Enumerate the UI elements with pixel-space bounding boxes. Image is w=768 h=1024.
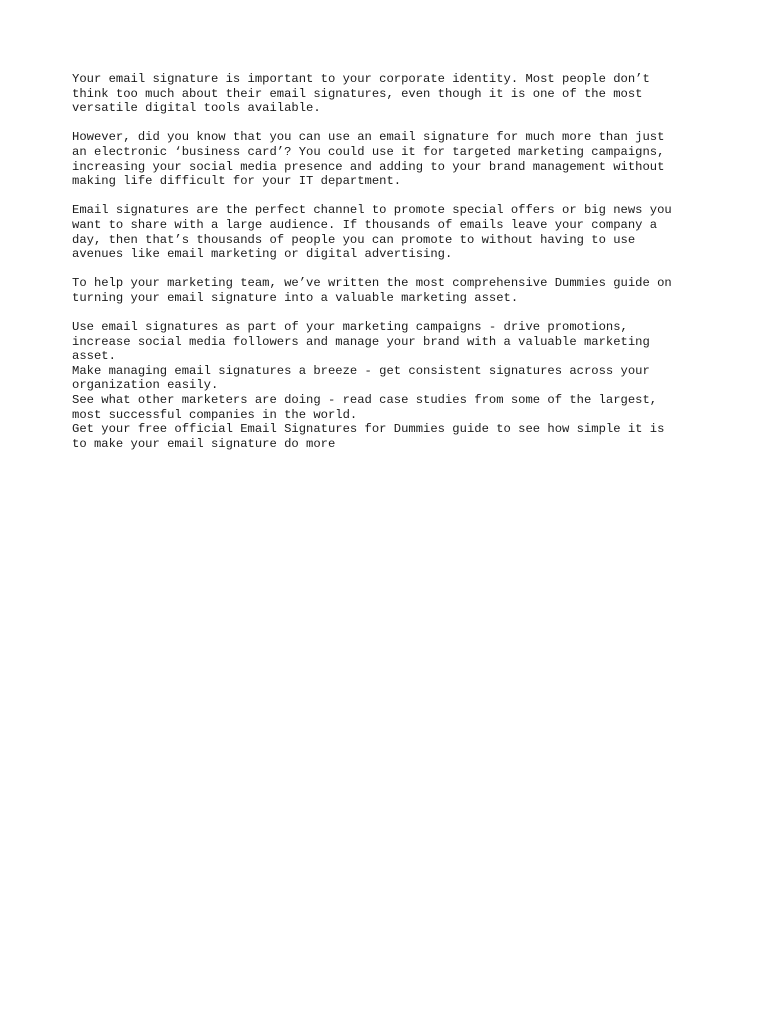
channel-paragraph: Email signatures are the perfect channel to promote special offers or big news you want to share with a large audience. If thousands of emails leave your company a day, then that’s thousands of people you can promote to without having to use avenues like email marketing or digital advertising. — [72, 203, 672, 262]
list-item: See what other marketers are doing - read case studies from some of the largest, most successful companies in the world. — [72, 393, 658, 422]
list-item: Use email signatures as part of your marketing campaigns - drive promotions, increase social media followers and manage your brand with a valuable marketing asset. — [72, 320, 650, 364]
intro-paragraph: Your email signature is important to your corporate identity. Most people don’t think too much about their email signatures, even though it is one of the most versatile digital tools available. — [72, 72, 650, 116]
list-item: Make managing email signatures a breeze - get consistent signatures across your organization easily. — [72, 363, 650, 393]
guide-paragraph: To help your marketing team, we’ve written the most comprehensive Dummies guide on turning your email signature into a valuable marketing asset. — [72, 276, 672, 305]
uses-paragraph: However, did you know that you can use an email signature for much more than just an electronic ‘business card’? You could use it for targeted marketing campaigns, increasing your social media presence and adding to your brand management without making life difficult for your IT department. — [72, 130, 665, 189]
benefits-list — [72, 320, 702, 451]
list-item: Get your free official Email Signatures for Dummies guide to see how simple it is to make your email signature do more — [72, 422, 665, 451]
document-page — [72, 72, 702, 451]
